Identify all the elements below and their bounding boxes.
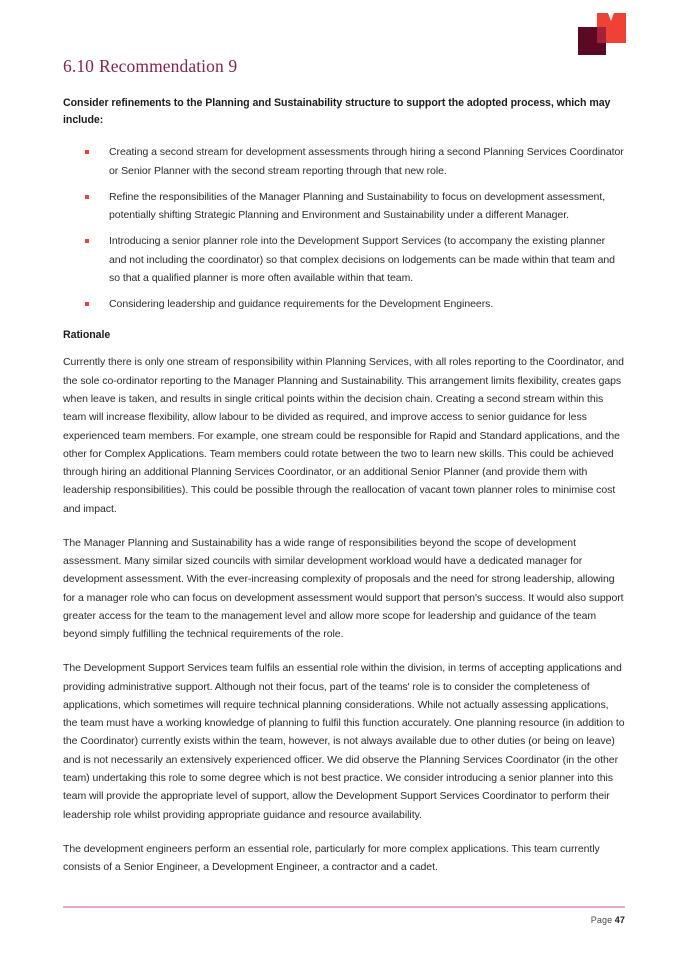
logo-m-notch xyxy=(608,13,614,21)
page-number-label xyxy=(63,915,625,925)
page-footer xyxy=(63,906,625,925)
organisation-logo-icon xyxy=(575,10,629,58)
rationale-paragraph-3: The Development Support Services team fulfils an essential role within the division, in terms of accepting applications and providing administrative support. Although not their focus, part of the teams' role is to consider the completeness of applications, which sometimes will require technical planning considerations. While not actually assessing applications, the team must have a working knowledge of planning to fulfil this function accurately. One planning resource (in addition to the Coordinator) currently exists within the team, however, is not always available due to other duties (or being on leave) and is not necessarily an extensively experienced officer. We did observe the Planning Services Coordinator (in the other team) undertaking this role to some degree which is not best practice. We consider introducing a senior planner into this team will provide the appropriate level of support, allow the Development Support Services Coordinator to perform their leadership role whilst providing appropriate guidance and resource availability. xyxy=(63,662,625,821)
footer-divider xyxy=(63,906,625,908)
list-item-text: Refine the responsibilities of the Manager Planning and Sustainability to focus on development assessment, potentially shifting Strategic Planning and Environment and Sustainability under a different Manager. xyxy=(109,190,606,222)
rationale-paragraph-4: The development engineers perform an essential role, particularly for more complex applications. This team currently consists of a Senior Engineer, a Development Engineer, a contractor and a cadet. xyxy=(63,842,600,874)
list-item xyxy=(63,232,625,287)
logo-overlap-region xyxy=(597,27,606,43)
footer-page-word: Page xyxy=(590,914,613,925)
bullet-square-icon xyxy=(85,239,89,243)
intro-paragraph: Consider refinements to the Planning and Sustainability structure to support the adopted process, which may include: xyxy=(63,97,611,127)
rationale-heading: Rationale xyxy=(63,329,111,342)
bullet-square-icon xyxy=(85,150,89,154)
page-title xyxy=(63,56,625,77)
page-content xyxy=(63,56,625,876)
list-item-text: Introducing a senior planner role into the Development Support Services (to accompany the existing planner and not including the coordinator) so that complex decisions on lodgements can be made within that team and so that a qualified planner is more often available within that team. xyxy=(109,235,615,284)
rationale-paragraph-1: Currently there is only one stream of responsibility within Planning Services, with all roles reporting to the Coordinator, and the sole co-ordinator reporting to the Manager Planning and Sustainability. This arrangement limits flexibility, creates gaps when leave is taken, and results in single critical points within the decision chain. Creating a second stream within this team will increase flexibility, allow labour to be divided as required, and improve access to senior guidance for less experienced team members. For example, one stream could be responsible for Rapid and Standard applications, and the other for Complex Applications. Team members could rotate between the two to learn new skills. This could be achieved through hiring an additional Planning Services Coordinator, or an additional Senior Planner (and provide them with leadership responsibilities). This could be possible through the reallocation of vacant town planner roles to minimise cost and impact. xyxy=(63,356,624,515)
rationale-paragraph-2: The Manager Planning and Sustainability has a wide range of responsibilities beyond the scope of development assessment. Many similar sized councils with similar development workload would have a dedicated manager for development assessment. With the ever-increasing complexity of proposals and the need for strong leadership, allowing for a manager role who can focus on development assessment would support that person's success. It would also support greater access for the team to the management level and allow more scope for leadership and guidance of the team beyond simply fulfilling the technical requirements of the role. xyxy=(63,536,624,641)
section-number: 6.10 xyxy=(63,56,95,76)
footer-page-number: 47 xyxy=(614,914,625,925)
list-item xyxy=(63,188,625,225)
list-item xyxy=(63,143,625,180)
bullet-square-icon xyxy=(85,195,89,199)
list-item-text: Considering leadership and guidance requirements for the Development Engineers. xyxy=(109,298,494,311)
recommendation-bullet-list xyxy=(63,143,625,313)
list-item xyxy=(63,295,625,313)
bullet-square-icon xyxy=(85,302,89,306)
section-title-text: Recommendation 9 xyxy=(99,56,238,76)
list-item-text: Creating a second stream for development assessments through hiring a second Planning Services Coordinator or Senior Planner with the second stream reporting through that new role. xyxy=(109,146,624,177)
